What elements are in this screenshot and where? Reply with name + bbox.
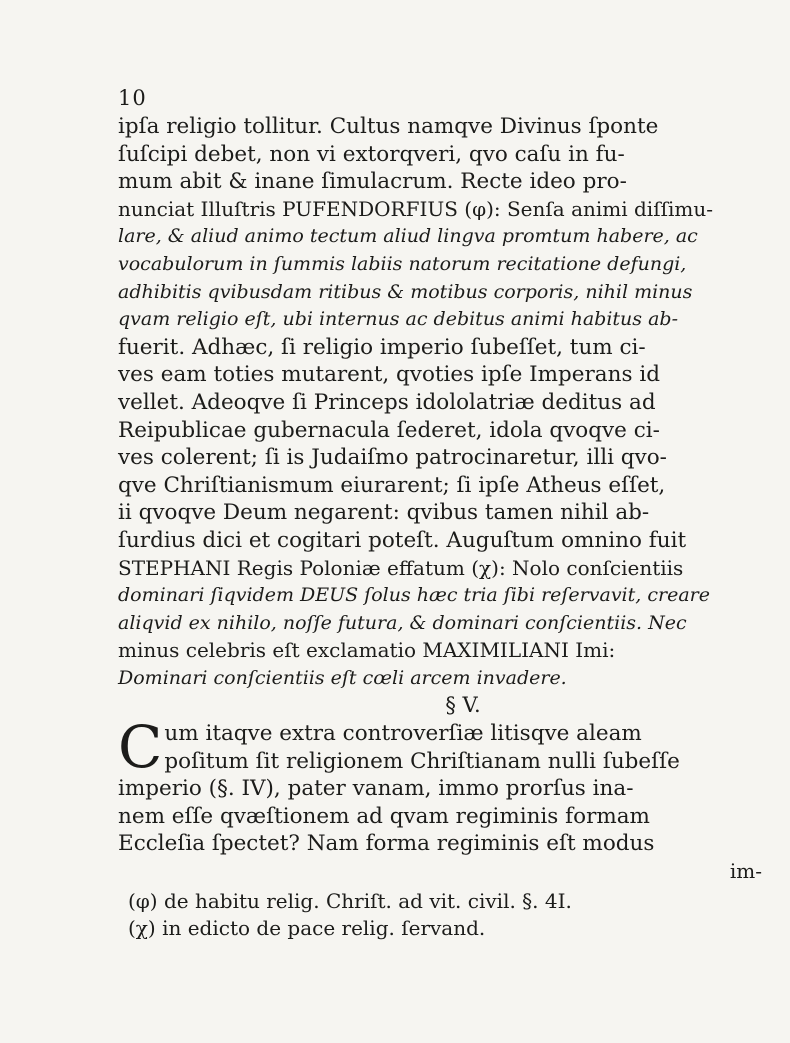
text-line: ves eam toties mutarent, qvoties ipſe Imperans id xyxy=(118,362,660,388)
text-line: aliqvid ex nihilo, noſſe futura, & dominari conſcientiis. Nec xyxy=(118,611,687,634)
text-line: Reipublicae gubernacula ſederet, idola qvoqve ci- xyxy=(118,417,660,443)
text-line: minus celebris eſt exclamatio MAXIMILIANI Imi: xyxy=(118,638,616,663)
page-number: 10 xyxy=(118,86,147,110)
text-line: um itaqve extra controverſiæ litisqve aleam xyxy=(164,721,642,747)
text-line: qvam religio eſt, ubi internus ac debitus animi habitus ab- xyxy=(118,308,678,331)
text-line: mum abit & inane ſimulacrum. Recte ideo pro- xyxy=(118,169,627,195)
footnotes xyxy=(118,888,768,943)
text-line: ves colerent; ſi is Judaiſmo patrocinaretur, illi qvo- xyxy=(118,445,667,471)
text-line: vocabulorum in ſummis labiis natorum recitatione defungi, xyxy=(118,252,687,275)
text-line: vellet. Adeoqve ſi Princeps idololatriæ deditus ad xyxy=(118,389,656,415)
text-line: adhibitis qvibusdam ritibus & motibus corporis, nihil minus xyxy=(118,280,693,303)
body-text xyxy=(118,113,768,943)
drop-cap: C xyxy=(118,713,163,782)
text-line: ſurdius dici et cogitari poteſt. Auguſtum omnino fuit xyxy=(118,527,687,553)
text-line: nem eſſe qvæſtionem ad qvam regiminis formam xyxy=(118,803,650,829)
section-paragraph xyxy=(118,713,768,858)
text-line: fuerit. Adhæc, ſi religio imperio ſubeſſet, tum ci- xyxy=(118,334,646,360)
footnote: (χ) in edicto de pace relig. ſervand. xyxy=(128,916,486,941)
text-line: lare, & aliud animo tectum aliud lingva promtum habere, ac xyxy=(118,225,698,248)
text-line: ipſa religio tollitur. Cultus namqve Divinus ſponte xyxy=(118,114,659,139)
text-line: STEPHANI Regis Poloniæ effatum (χ): Nolo conſcientiis xyxy=(118,555,684,580)
footnote: (φ) de habitu relig. Chriſt. ad vit. civil. §. 4I. xyxy=(128,888,572,913)
catchword: im- xyxy=(729,859,762,884)
text-line: nunciat Illuſtris PUFENDORFIUS (φ): Senſa animi diſſimu- xyxy=(118,196,713,221)
text-line: ſuſcipi debet, non vi extorqveri, qvo caſu in fu- xyxy=(118,141,625,167)
text-line: Eccleſia ſpectet? Nam forma regiminis eſt modus xyxy=(118,831,655,857)
text-line: qve Chriſtianismum eiurarent; ſi ipſe Atheus eſſet, xyxy=(118,472,666,498)
section-heading: § V. xyxy=(445,693,481,718)
text-line: dominari ſiqvidem DEUS ſolus hæc tria ſibi reſervavit, creare xyxy=(118,584,710,607)
text-line: poſitum ſit religionem Chriſtianam nulli ſubeſſe xyxy=(164,748,680,774)
text-line: ii qvoqve Deum negarent: qvibus tamen nihil ab- xyxy=(118,500,650,526)
text-line: imperio (§. IV), pater vanam, immo prorſus ina- xyxy=(118,776,634,802)
text-line: Dominari conſcientiis eſt cœli arcem invadere. xyxy=(118,666,567,689)
